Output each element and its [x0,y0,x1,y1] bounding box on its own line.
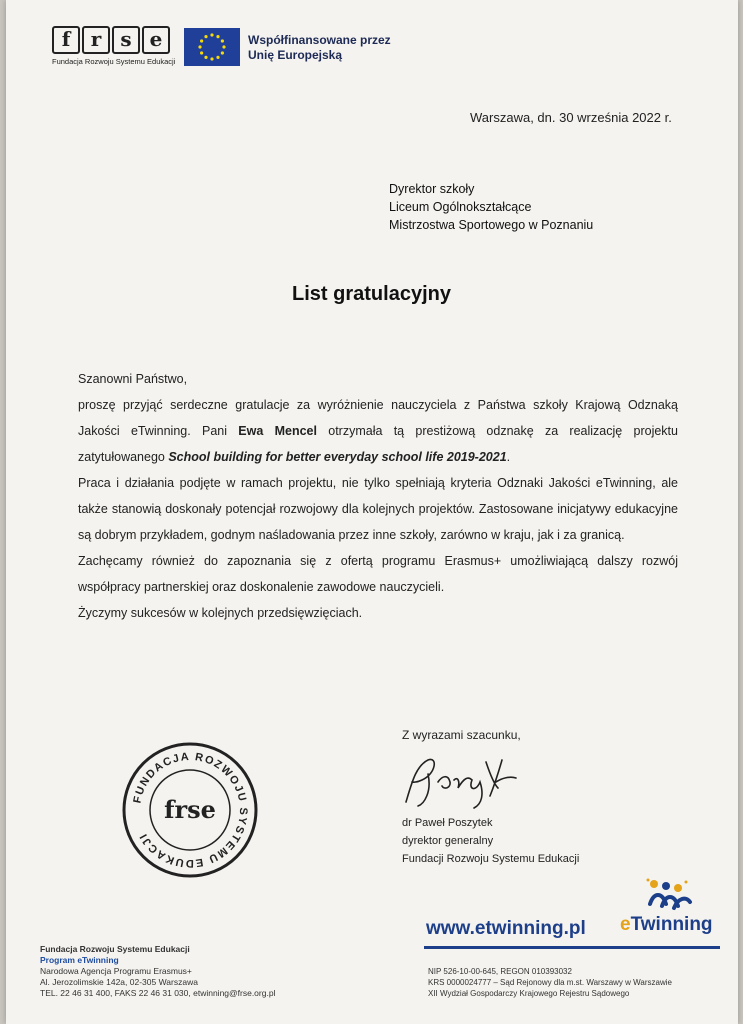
footer-nip-regon: NIP 526-10-00-645, REGON 010393032 [428,967,572,976]
footer-program: Program eTwinning [40,955,119,965]
letter-date: Warszawa, dn. 30 września 2022 r. [470,110,672,125]
eu-star-icon [204,35,207,38]
eu-star-icon [221,51,224,54]
frse-letter-r: r [82,26,110,54]
signer-role: dyrektor generalny [402,835,494,847]
signer-block [402,814,579,868]
footer-address: Al. Jerozolimskie 142a, 02-305 Warszawa [40,977,198,987]
footer-right-block [428,966,672,999]
project-title: School building for better everyday school life 2019-2021 [168,450,507,464]
greeting: Szanowni Państwo, [78,372,188,386]
p1-text-c: . [506,450,511,464]
addressee-line-2: Liceum Ogólnokształcące [389,200,532,214]
p1-text-a: proszę przyjąć serdeczne gratulacje za wyróżnienie nauczyciela z Państwa szkoły Krajową Odznaką Jakości eTwinning. Pani [78,398,678,438]
closing-phrase: Z wyrazami szacunku, [402,728,521,742]
frse-logo [52,26,175,66]
eu-star-icon [221,39,224,42]
etwinning-figures-icon [640,874,700,918]
signer-org: Fundacji Rozwoju Systemu Edukacji [402,853,580,865]
eu-star-icon [200,51,203,54]
eu-line-1: Współfinansowane przez [248,33,391,47]
etwinning-logo-rest: Twinning [630,914,713,935]
footer-divider [424,946,720,949]
etwinning-logo-text [620,914,713,936]
stamp-center-text: frse [164,795,216,824]
eu-flag-icon [184,28,240,66]
eu-star-icon [216,56,219,59]
frse-letter-e: e [142,26,170,54]
letter-title: List gratulacyjny [292,283,451,305]
website-link[interactable]: www.etwinning.pl [426,918,586,939]
footer-court: XII Wydział Gospodarczy Krajowego Rejestru Sądowego [428,989,630,998]
paragraph-2: Praca i działania podjęte w ramach projektu, nie tylko spełniają kryteria Odznaki Jakości eTwinning, ale także stanowią doskonały potencjał rozwojowy dla kolejnych projektów. Zastosowane inicjatywy edukacyjne są dobrym przykładem, godnym naśladowania przez inne szkoły, zarówno w kraju, jak i za granicą. [78,476,678,542]
frse-letter-s: s [112,26,140,54]
addressee-block [389,180,593,234]
footer-krs: KRS 0000024777 – Sąd Rejonowy dla m.st. Warszawy w Warszawie [428,978,672,987]
eu-star-icon [198,45,201,48]
footer-org: Fundacja Rozwoju Systemu Edukacji [40,944,190,954]
footer-contact: TEL. 22 46 31 400, FAKS 22 46 31 030, etwinning@frse.org.pl [40,988,276,998]
eu-star-icon [204,56,207,59]
frse-letter-f: f [52,26,80,54]
eu-cofinanced-label [248,33,391,63]
addressee-line-1: Dyrektor szkoły [389,182,475,196]
eu-star-icon [210,33,213,36]
letter-body [78,366,678,626]
eu-star-icon [222,45,225,48]
stamp-ring-text: FUNDACJA ROZWOJU SYSTEMU EDUKACJI [131,750,250,870]
p1-text-b: otrzymała tą prestiżową odznakę za realizację projektu zatytułowanego [78,424,678,464]
signature-image [398,752,528,812]
footer-left-block [40,944,275,999]
etwinning-logo-e: e [620,914,631,935]
paragraph-4: Życzymy sukcesów w kolejnych przedsięwzięciach. [78,606,363,620]
eu-line-2: Unię Europejską [248,48,343,62]
signer-name: dr Paweł Poszytek [402,817,493,829]
frse-subtitle: Fundacja Rozwoju Systemu Edukacji [52,57,176,66]
eu-star-icon [210,57,213,60]
addressee-line-3: Mistrzostwa Sportowego w Poznaniu [389,218,594,232]
teacher-name: Ewa Mencel [238,424,317,438]
paragraph-3: Zachęcamy również do zapoznania się z ofertą programu Erasmus+ umożliwiającą dalszy rozwój współpracy partnerskiej oraz doskonalenie zawodowe nauczycieli. [78,554,678,594]
footer-agency: Narodowa Agencja Programu Erasmus+ [40,966,192,976]
frse-stamp [120,740,260,880]
eu-star-icon [216,35,219,38]
eu-star-icon [200,39,203,42]
paragraph-1 [78,392,678,470]
